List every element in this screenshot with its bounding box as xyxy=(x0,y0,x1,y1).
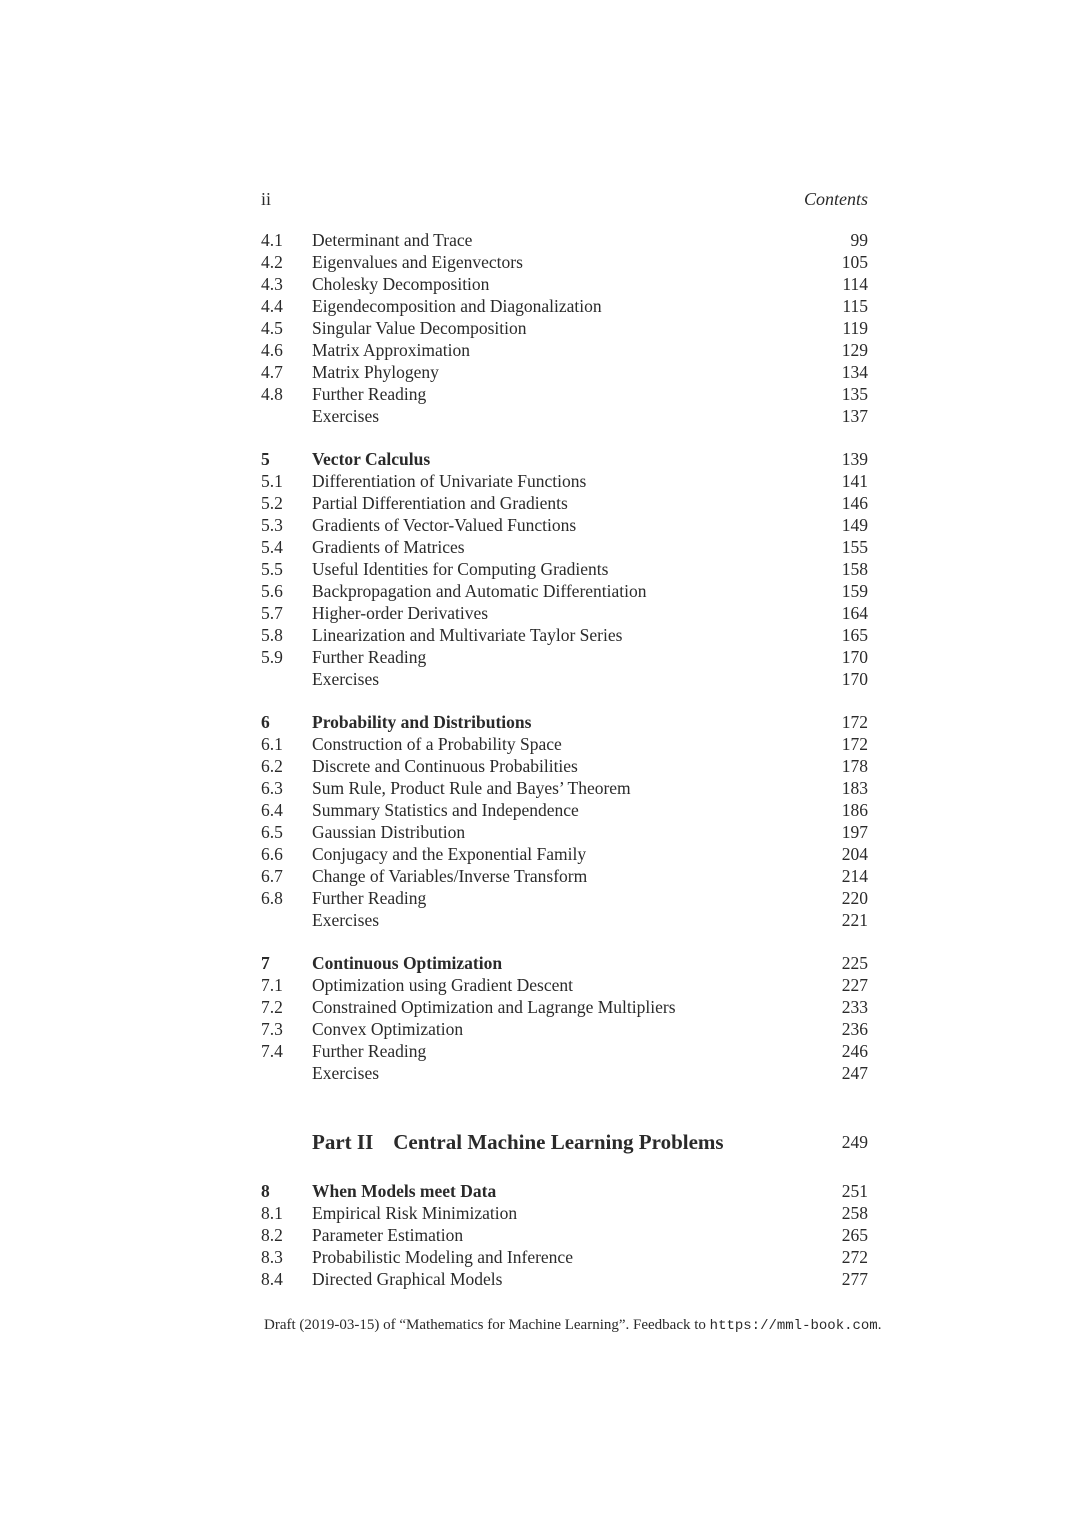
entry-title: Construction of a Probability Space xyxy=(312,734,562,754)
entry-page: 115 xyxy=(842,296,868,316)
entry-title: Continuous Optimization xyxy=(312,953,503,973)
entry-page: 172 xyxy=(841,734,868,754)
entry-title: Further Reading xyxy=(312,888,427,908)
entry-title: Exercises xyxy=(312,406,380,426)
entry-title: Summary Statistics and Independence xyxy=(312,800,579,820)
entry-page: 165 xyxy=(841,625,868,645)
running-title: Contents xyxy=(803,189,868,209)
entry-page: 170 xyxy=(841,647,868,667)
entry-number: 4.5 xyxy=(261,318,283,338)
part-heading xyxy=(312,1127,808,1157)
toc-section xyxy=(261,448,868,690)
entry-title: Directed Graphical Models xyxy=(312,1269,503,1289)
entry-page: 137 xyxy=(841,406,868,426)
entry-title: When Models meet Data xyxy=(312,1181,497,1201)
entry-number: 6.3 xyxy=(261,778,283,798)
entry-page: 233 xyxy=(841,997,868,1017)
toc-entry[interactable] xyxy=(261,1246,868,1268)
toc-entry[interactable] xyxy=(261,229,868,251)
entry-number: 4.8 xyxy=(261,384,283,404)
toc-entry[interactable] xyxy=(261,295,868,317)
entry-number: 4.1 xyxy=(261,230,283,250)
entry-number: 8.1 xyxy=(261,1203,283,1223)
entry-number: 6.1 xyxy=(261,734,283,754)
entry-page: 164 xyxy=(841,603,868,623)
entry-number: 4.2 xyxy=(261,252,283,272)
entry-page: 172 xyxy=(841,712,868,732)
entry-title: Gradients of Matrices xyxy=(312,537,465,557)
entry-number: 5.5 xyxy=(261,559,283,579)
entry-page: 236 xyxy=(841,1019,868,1039)
entry-title: Optimization using Gradient Descent xyxy=(312,975,573,995)
entry-number: 6 xyxy=(261,712,270,732)
entry-page: 186 xyxy=(841,800,868,820)
entry-number: 6.8 xyxy=(261,888,283,908)
entry-title: Empirical Risk Minimization xyxy=(312,1203,518,1223)
toc-entry[interactable] xyxy=(261,361,868,383)
entry-title: Further Reading xyxy=(312,647,427,667)
entry-page: 277 xyxy=(841,1269,868,1289)
entry-title: Probabilistic Modeling and Inference xyxy=(312,1247,573,1267)
entry-number: 7.2 xyxy=(261,997,283,1017)
entry-title: Matrix Phylogeny xyxy=(312,362,439,382)
part-spacer xyxy=(261,1127,312,1157)
toc-entry[interactable] xyxy=(261,887,868,909)
entry-number: 4.3 xyxy=(261,274,283,294)
entry-number: 5.8 xyxy=(261,625,283,645)
toc-entry[interactable] xyxy=(261,580,868,602)
toc-entry[interactable] xyxy=(261,1018,868,1040)
entry-page: 247 xyxy=(841,1063,868,1083)
entry-title: Gaussian Distribution xyxy=(312,822,466,842)
entry-page: 146 xyxy=(841,493,868,513)
entry-number: 7.3 xyxy=(261,1019,283,1039)
toc-chapter-entry[interactable] xyxy=(261,952,868,974)
toc-entry[interactable] xyxy=(261,383,868,405)
entry-page: 170 xyxy=(841,669,868,689)
toc-entry[interactable] xyxy=(261,1224,868,1246)
entry-number: 7.1 xyxy=(261,975,283,995)
entry-page: 265 xyxy=(841,1225,868,1245)
entry-page: 155 xyxy=(841,537,868,557)
toc-entry[interactable] xyxy=(261,339,868,361)
entry-page: 134 xyxy=(841,362,868,382)
entry-number xyxy=(261,405,312,427)
entry-number: 6.4 xyxy=(261,800,283,820)
entry-title: Partial Differentiation and Gradients xyxy=(312,493,568,513)
entry-title: Useful Identities for Computing Gradients xyxy=(312,559,609,579)
toc-entry[interactable] xyxy=(261,514,868,536)
entry-page: 141 xyxy=(841,471,868,491)
page-number: ii xyxy=(261,189,272,209)
toc-entry[interactable] xyxy=(261,1040,868,1062)
toc-entry[interactable] xyxy=(261,558,868,580)
toc-entry[interactable] xyxy=(261,821,868,843)
entry-title: Cholesky Decomposition xyxy=(312,274,490,294)
entry-title: Further Reading xyxy=(312,1041,427,1061)
feedback-link[interactable]: https://mml-book.com xyxy=(709,1318,878,1334)
toc-entry[interactable] xyxy=(261,492,868,514)
entry-page: 221 xyxy=(841,910,868,930)
entry-page: 114 xyxy=(842,274,868,294)
toc-section xyxy=(261,1180,868,1290)
entry-number: 8 xyxy=(261,1181,270,1201)
entry-number: 5.9 xyxy=(261,647,283,667)
toc-entry[interactable] xyxy=(261,777,868,799)
entry-number: 6.5 xyxy=(261,822,283,842)
entry-title: Convex Optimization xyxy=(312,1019,464,1039)
toc-part-entry[interactable] xyxy=(261,1127,868,1157)
toc-entry[interactable] xyxy=(261,996,868,1018)
entry-page: 251 xyxy=(841,1181,868,1201)
entry-page: 158 xyxy=(841,559,868,579)
entry-title: Exercises xyxy=(312,669,380,689)
entry-title: Determinant and Trace xyxy=(312,230,473,250)
toc-entry[interactable] xyxy=(261,1268,868,1290)
entry-page: 119 xyxy=(842,318,868,338)
entry-number: 5.1 xyxy=(261,471,283,491)
entry-page: 129 xyxy=(841,340,868,360)
entry-page: 99 xyxy=(850,230,868,250)
entry-title: Differentiation of Univariate Functions xyxy=(312,471,587,491)
entry-title: Change of Variables/Inverse Transform xyxy=(312,866,588,886)
entry-title: Further Reading xyxy=(312,384,427,404)
toc-entry[interactable] xyxy=(261,843,868,865)
entry-title: Discrete and Continuous Probabilities xyxy=(312,756,578,776)
entry-title: Matrix Approximation xyxy=(312,340,470,360)
entry-number: 5.4 xyxy=(261,537,283,557)
entry-number: 7 xyxy=(261,953,270,973)
entry-number xyxy=(261,1062,312,1084)
entry-page: 178 xyxy=(841,756,868,776)
entry-title: Higher-order Derivatives xyxy=(312,603,489,623)
footer-period: . xyxy=(877,1317,882,1333)
toc-entry[interactable] xyxy=(261,536,868,558)
entry-page: 246 xyxy=(841,1041,868,1061)
toc-entry[interactable] xyxy=(261,755,868,777)
entry-number: 8.4 xyxy=(261,1269,283,1289)
entry-title: Constrained Optimization and Lagrange Multipliers xyxy=(312,997,676,1017)
entry-page: 204 xyxy=(841,844,868,864)
entry-number: 5 xyxy=(261,449,270,469)
entry-page: 258 xyxy=(841,1203,868,1223)
toc-entry[interactable] xyxy=(261,251,868,273)
entry-page: 135 xyxy=(841,384,868,404)
entry-title: Exercises xyxy=(312,1063,380,1083)
entry-page: 197 xyxy=(841,822,868,842)
part-title: Central Machine Learning Problems xyxy=(393,1130,724,1154)
part-page: 249 xyxy=(841,1132,868,1152)
toc-entry[interactable] xyxy=(261,646,868,668)
entry-page: 220 xyxy=(841,888,868,908)
entry-number: 8.2 xyxy=(261,1225,283,1245)
table-of-contents xyxy=(261,229,868,1311)
entry-page: 214 xyxy=(841,866,868,886)
toc-section xyxy=(261,229,868,427)
entry-number: 5.3 xyxy=(261,515,283,535)
toc-chapter-entry[interactable] xyxy=(261,1180,868,1202)
toc-section xyxy=(261,952,868,1084)
toc-entry[interactable] xyxy=(261,974,868,996)
entry-page: 159 xyxy=(841,581,868,601)
entry-number xyxy=(261,668,312,690)
entry-number xyxy=(261,909,312,931)
toc-entry[interactable] xyxy=(261,624,868,646)
toc-entry[interactable] xyxy=(261,865,868,887)
toc-entry[interactable] xyxy=(261,405,868,427)
toc-entry[interactable] xyxy=(261,317,868,339)
toc-entry[interactable] xyxy=(261,602,868,624)
entry-number: 4.7 xyxy=(261,362,283,382)
entry-number: 4.4 xyxy=(261,296,283,316)
entry-number: 5.6 xyxy=(261,581,283,601)
entry-page: 225 xyxy=(841,953,868,973)
toc-entry[interactable] xyxy=(261,1062,868,1084)
page-footer xyxy=(264,1317,884,1334)
entry-title: Backpropagation and Automatic Differentiation xyxy=(312,581,647,601)
entry-title: Vector Calculus xyxy=(312,449,431,469)
toc-chapter-entry[interactable] xyxy=(261,448,868,470)
entry-number: 5.2 xyxy=(261,493,283,513)
entry-number: 6.2 xyxy=(261,756,283,776)
toc-entry[interactable] xyxy=(261,1202,868,1224)
part-label: Part II xyxy=(312,1130,374,1154)
entry-title: Probability and Distributions xyxy=(312,712,532,732)
entry-title: Gradients of Vector-Valued Functions xyxy=(312,515,577,535)
entry-title: Conjugacy and the Exponential Family xyxy=(312,844,587,864)
entry-title: Singular Value Decomposition xyxy=(312,318,527,338)
entry-number: 7.4 xyxy=(261,1041,283,1061)
entry-page: 227 xyxy=(841,975,868,995)
entry-title: Sum Rule, Product Rule and Bayes’ Theorem xyxy=(312,778,631,798)
entry-number: 6.6 xyxy=(261,844,283,864)
entry-page: 272 xyxy=(841,1247,868,1267)
toc-entry[interactable] xyxy=(261,273,868,295)
toc-entry[interactable] xyxy=(261,668,868,690)
entry-title: Linearization and Multivariate Taylor Series xyxy=(312,625,623,645)
entry-number: 4.6 xyxy=(261,340,283,360)
entry-title: Parameter Estimation xyxy=(312,1225,464,1245)
toc-entry[interactable] xyxy=(261,733,868,755)
toc-entry[interactable] xyxy=(261,799,868,821)
toc-entry[interactable] xyxy=(261,909,868,931)
entry-number: 6.7 xyxy=(261,866,283,886)
entry-page: 139 xyxy=(841,449,868,469)
entry-page: 183 xyxy=(841,778,868,798)
entry-page: 105 xyxy=(841,252,868,272)
page-header xyxy=(261,189,868,213)
toc-entry[interactable] xyxy=(261,470,868,492)
entry-number: 8.3 xyxy=(261,1247,283,1267)
entry-title: Eigenvalues and Eigenvectors xyxy=(312,252,523,272)
toc-section xyxy=(261,711,868,931)
footer-text: Draft (2019-03-15) of “Mathematics for Machine Learning”. Feedback to xyxy=(264,1317,710,1333)
entry-title: Exercises xyxy=(312,910,380,930)
entry-number: 5.7 xyxy=(261,603,283,623)
entry-title: Eigendecomposition and Diagonalization xyxy=(312,296,602,316)
entry-page: 149 xyxy=(841,515,868,535)
toc-chapter-entry[interactable] xyxy=(261,711,868,733)
